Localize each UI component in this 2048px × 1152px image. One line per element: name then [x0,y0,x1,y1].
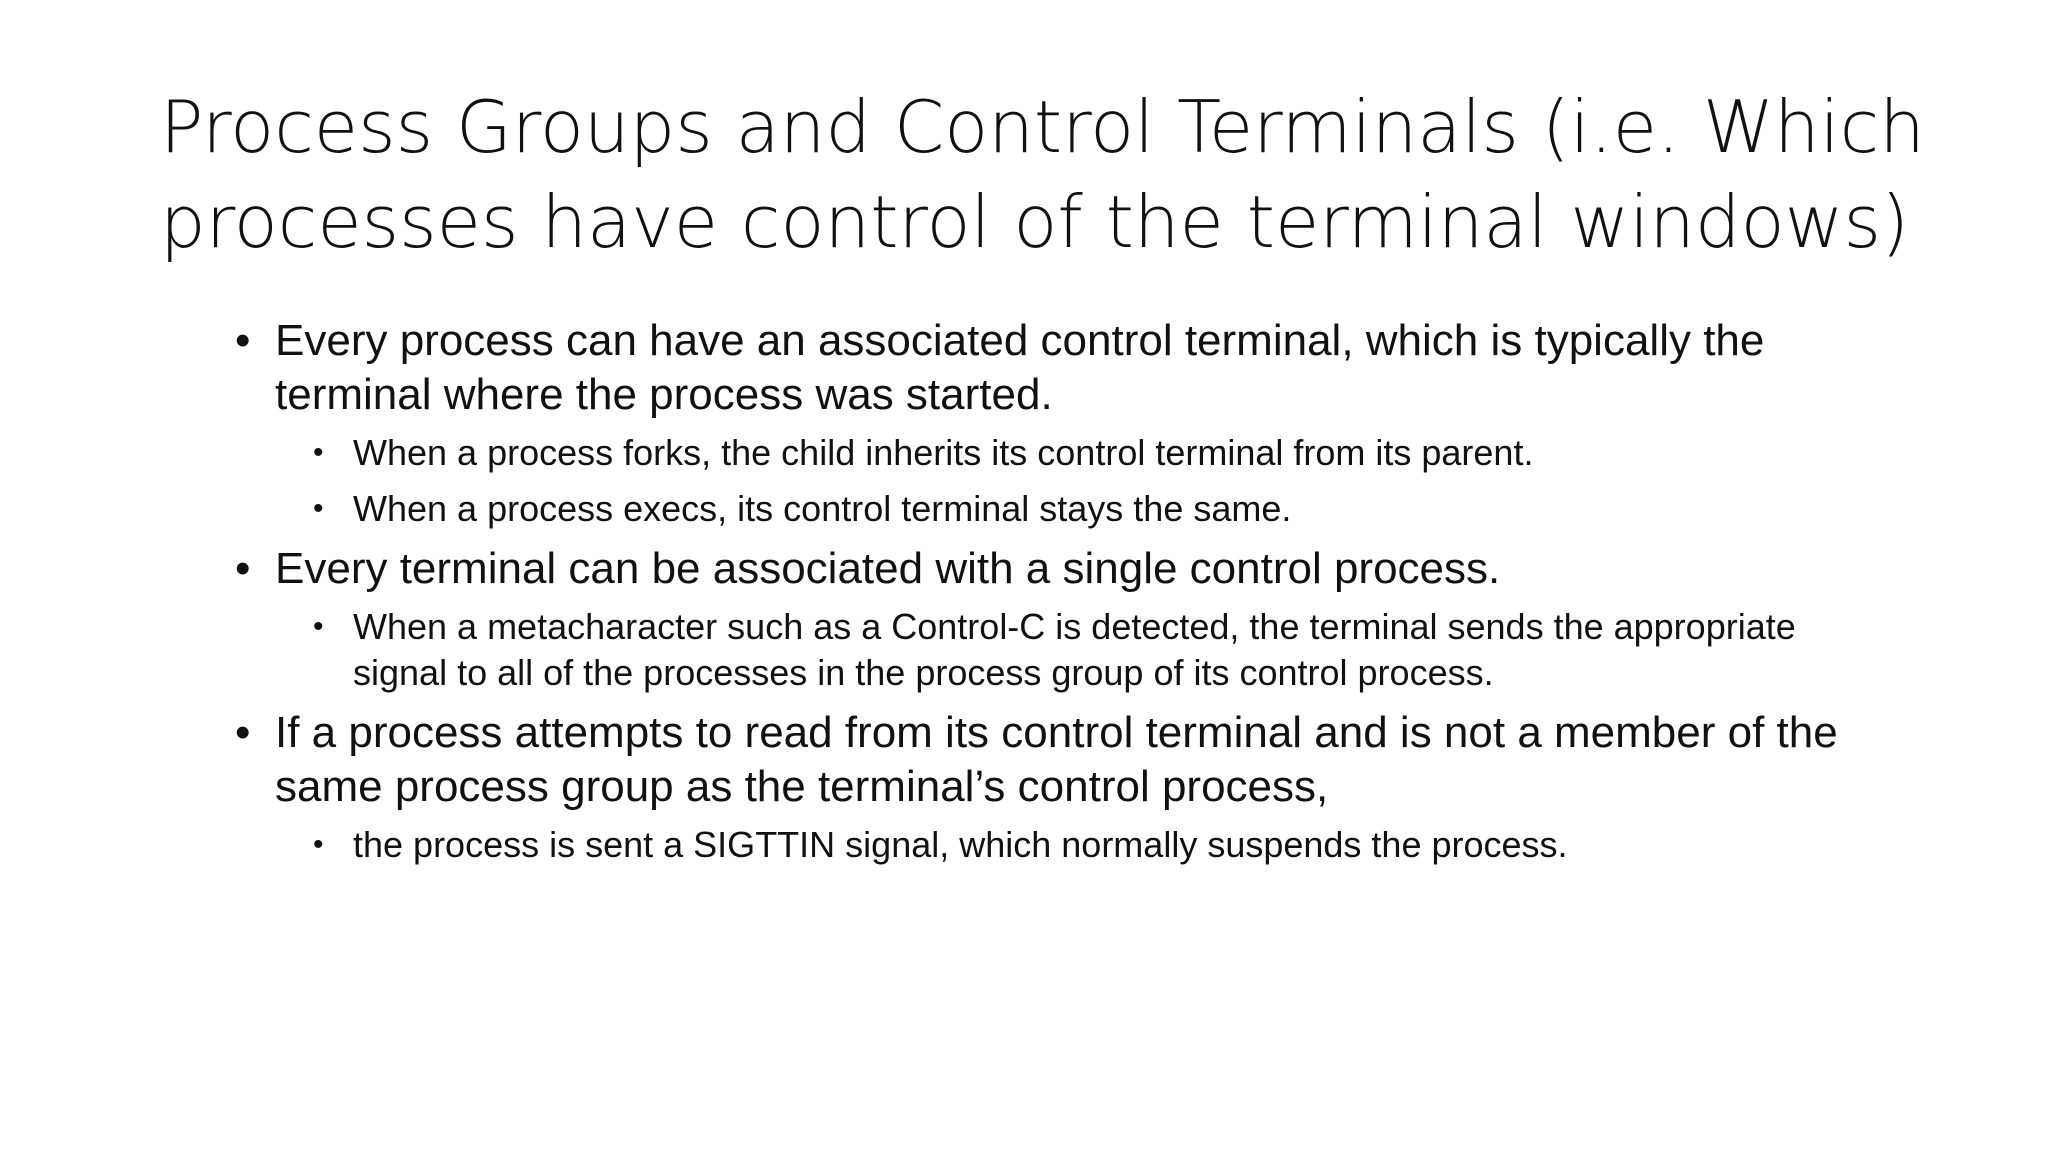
sub-bullet-text: the process is sent a SIGTTIN signal, which normally suspends the process. [353,824,1568,865]
sub-bullet-icon: • [313,436,324,469]
sub-bullet-list [275,604,1915,696]
bullet-text: If a process attempts to read from its control terminal and is not a member of the same process group as the terminal’s control process, [275,708,1838,811]
sub-bullet-icon: • [313,492,324,525]
sub-bullet-item [313,604,1893,696]
bullet-icon: • [235,544,251,593]
sub-bullet-item [313,822,1893,868]
sub-bullet-text: When a metacharacter such as a Control-C is detected, the terminal sends the appropriate signal to all of the processes in the process group of its control process. [353,606,1796,693]
bullet-text: Every terminal can be associated with a single control process. [275,544,1501,593]
sub-bullet-icon: • [313,828,324,861]
slide-title: Process Groups and Control Terminals (i.e. Which processes have control of the terminal windows) [160,85,1925,264]
sub-bullet-list [275,822,1915,868]
sub-bullet-text: When a process forks, the child inherits its control terminal from its parent. [353,432,1534,473]
bullet-list [0,314,2048,868]
sub-bullet-icon: • [313,610,324,643]
sub-bullet-text: When a process execs, its control terminal stays the same. [353,488,1292,529]
bullet-text: Every process can have an associated control terminal, which is typically the terminal where the process was started. [275,316,1765,419]
bullet-item [235,706,1915,868]
sub-bullet-item [313,486,1893,532]
bullet-item [235,314,1915,532]
bullet-item [235,542,1915,696]
sub-bullet-item [313,430,1893,476]
sub-bullet-list [275,430,1915,532]
bullet-icon: • [235,316,251,365]
bullet-icon: • [235,708,251,757]
slide-content [0,314,2048,878]
